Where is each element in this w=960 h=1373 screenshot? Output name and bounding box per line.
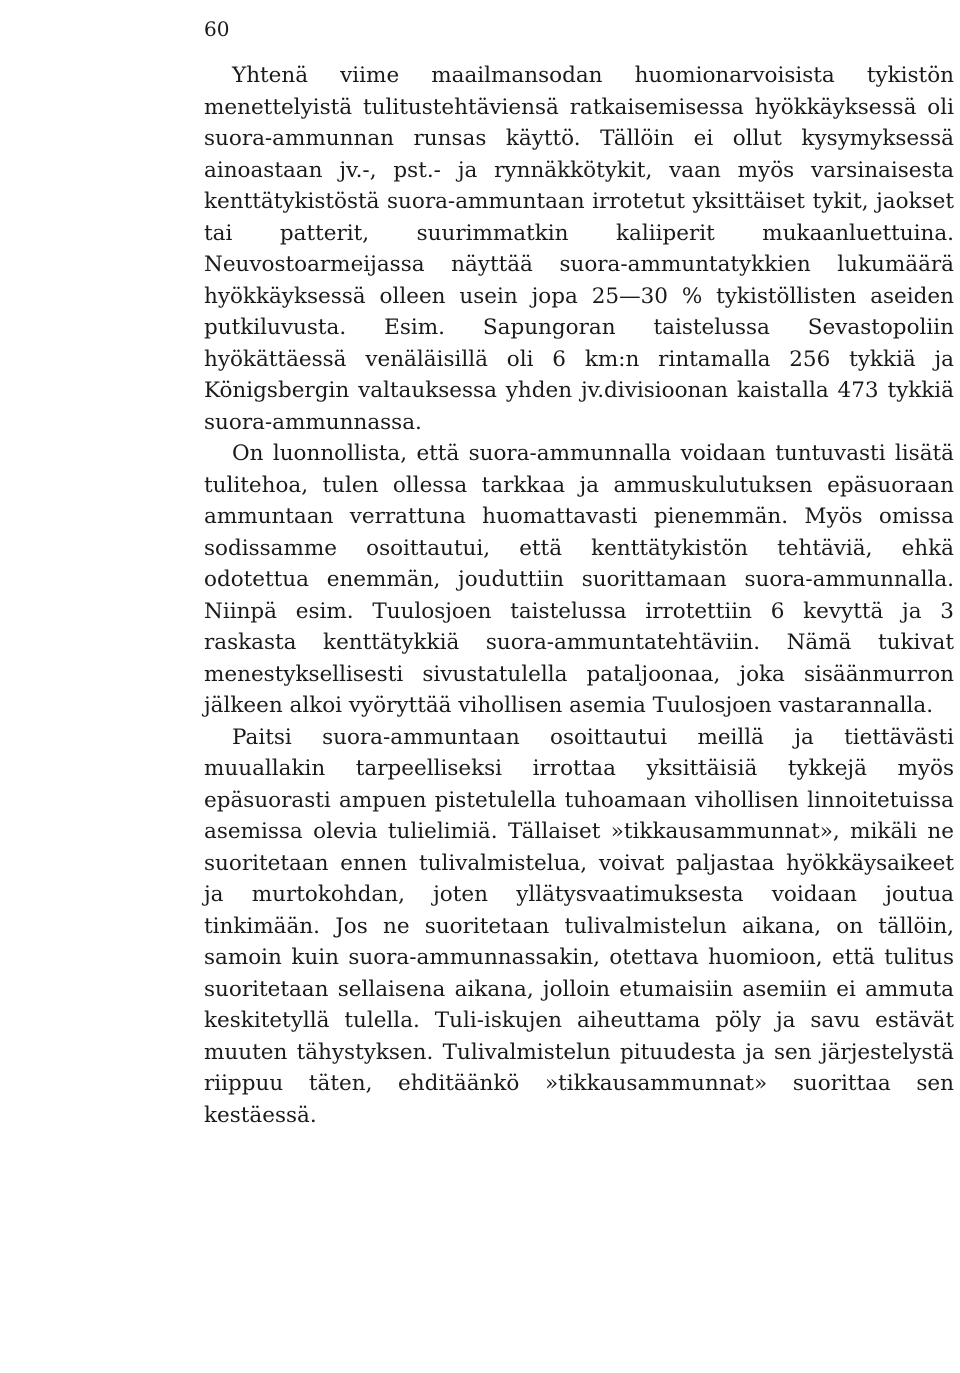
paragraph-3: Paitsi suora-ammuntaan osoittautui meillä ja tiettävästi muuallakin tarpeelliseksi irrottaa yksittäisiä tykkejä myös epäsuorasti ampuen pistetulella tuhoamaan vihollisen linnoitetuissa asemissa olevia tulielimiä. Tällaiset »tikkausammunnat», mikäli ne suoritetaan ennen tulivalmistelua, voivat paljastaa hyökkäysaikeet ja murtokohdan, joten yllätysvaatimuksesta voidaan joutua tinkimään. Jos ne suoritetaan tulivalmistelun aikana, on tällöin, samoin kuin suora-ammunnassakin, otettava huomioon, että tulitus suoritetaan sellaisena aikana, jolloin etumaisiin asemiin ei ammuta keskitetyllä tulella. Tuli-iskujen aiheuttama pöly ja savu estävät muuten tähystyksen. Tulivalmistelun pituudesta ja sen järjestelystä riippuu täten, ehditäänkö »tikkausammunnat» suorittaa sen kestäessä. <box>204 724 954 1128</box>
body-text <box>204 60 954 1131</box>
paragraph-2: On luonnollista, että suora-ammunnalla voidaan tuntuvasti lisätä tulitehoa, tulen ollessa tarkkaa ja ammuskulutuksen epäsuoraan ammuntaan verrattuna huomattavasti pienemmän. Myös omissa sodissamme osoittautui, että kenttätykistön tehtäviä, ehkä odotettua enemmän, jouduttiin suorittamaan suora-ammunnalla. Niinpä esim. Tuulosjoen taistelussa irrotettiin 6 kevyttä ja 3 raskasta kenttätykkiä suora-ammuntatehtäviin. Nämä tukivat menestyksellisesti sivustatulella pataljoonaa, joka sisäänmurron jälkeen alkoi vyöryttää vihollisen asemia Tuulosjoen vastarannalla. <box>204 441 954 718</box>
page-number: 60 <box>204 17 230 41</box>
paragraph-1: Yhtenä viime maailmansodan huomionarvoisista tykistön menettelyistä tulitustehtäviensä ratkaisemisessa hyökkäyksessä oli suora-ammunnan runsas käyttö. Tällöin ei ollut kysymyksessä ainoastaan jv.-, pst.- ja rynnäkkötykit, vaan myös varsinaisesta kenttätykistöstä suora-ammuntaan irrotetut yksittäiset tykit, jaokset tai patterit, suurimmatkin kaliiperit mukaanluettuina. Neuvostoarmeijassa näyttää suora-ammuntatykkien lukumäärä hyökkäyksessä olleen usein jopa 25—30 % tykistöllisten aseiden putkiluvusta. Esim. Sapungoran taistelussa Sevastopoliin hyökättäessä venäläisillä oli 6 km:n rintamalla 256 tykkiä ja Königsbergin valtauksessa yhden jv.divisioonan kaistalla 473 tykkiä suora-ammunnassa. <box>204 63 954 435</box>
